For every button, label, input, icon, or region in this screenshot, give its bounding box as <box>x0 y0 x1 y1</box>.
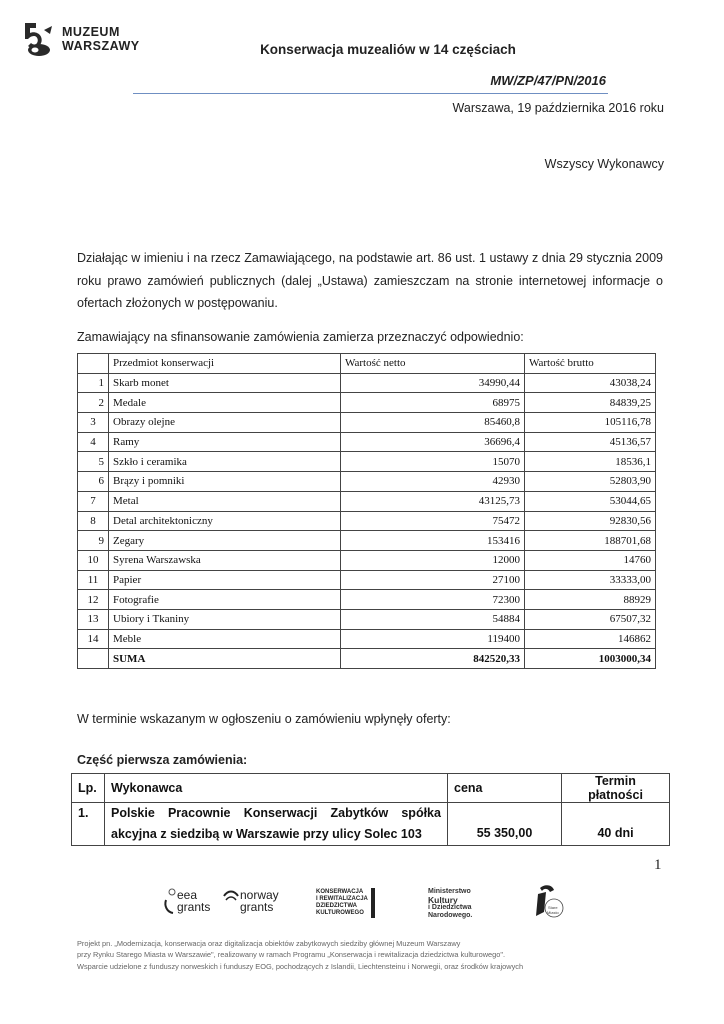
table-row <box>78 609 656 629</box>
contractor-line-1 <box>111 803 441 824</box>
sum-row <box>78 649 656 669</box>
kon-bar-icon <box>371 888 375 918</box>
row-gross-value: 14760 <box>525 550 656 570</box>
row-item: Ramy <box>109 432 341 452</box>
sum-label: SUMA <box>109 649 341 669</box>
row-item: Szkło i ceramika <box>109 452 341 472</box>
footer-note <box>77 938 523 972</box>
offer-row <box>72 803 670 846</box>
offers-table <box>71 773 670 846</box>
row-lp: 9 <box>78 531 109 551</box>
contractor-line-2: akcyjna z siedzibą w Warszawie przy ulicy Solec 103 <box>111 827 422 841</box>
table-row <box>78 373 656 393</box>
logo-line-2: WARSZAWY <box>62 39 140 53</box>
offers-intro: W terminie wskazanym w ogłoszeniu o zamówieniu wpłynęły oferty: <box>77 712 451 726</box>
table-row <box>78 413 656 433</box>
row-item: Syrena Warszawska <box>109 550 341 570</box>
document-title: Konserwacja muzealiów w 14 częściach <box>260 42 516 57</box>
row-net-value: 153416 <box>341 531 525 551</box>
konserwacja-logo <box>316 888 375 918</box>
cost-table-header <box>78 354 656 374</box>
row-lp: 4 <box>78 432 109 452</box>
row-lp: 12 <box>78 590 109 610</box>
row-gross-value: 53044,65 <box>525 491 656 511</box>
part-one-title: Część pierwsza zamówienia: <box>77 753 248 767</box>
cost-table <box>77 353 656 669</box>
row-gross-value: 45136,57 <box>525 432 656 452</box>
contractor-word: Konserwacji <box>243 806 318 820</box>
contractor-word: Polskie <box>111 806 155 820</box>
contractor-word: Pracownie <box>167 806 231 820</box>
row-lp: 14 <box>78 629 109 649</box>
row-item: Meble <box>109 629 341 649</box>
ministry-line: i Dziedzictwa <box>428 904 472 911</box>
row-net-value: 36696,4 <box>341 432 525 452</box>
eea-grants-label: grants <box>177 900 211 914</box>
row-net-value: 15070 <box>341 452 525 472</box>
date-line: Warszawa, 19 października 2016 roku <box>452 101 664 115</box>
row-gross-value: 84839,25 <box>525 393 656 413</box>
table-row <box>78 452 656 472</box>
row-lp: 10 <box>78 550 109 570</box>
footer-line: Wsparcie udzielone z funduszy norweskich i funduszy EOG, pochodzących z Islandii, Liechtensteinu i Norwegii, oraz środków krajowych <box>77 961 524 971</box>
row-lp: 13 <box>78 609 109 629</box>
row-gross-value: 92830,56 <box>525 511 656 531</box>
row-item: Fotografie <box>109 590 341 610</box>
sponsor-logos <box>0 882 724 926</box>
row-lp: 7 <box>78 491 109 511</box>
row-item: Obrazy olejne <box>109 413 341 433</box>
row-item: Brązy i pomniki <box>109 472 341 492</box>
row-lp: 8 <box>78 511 109 531</box>
row-item: Zegary <box>109 531 341 551</box>
intro-paragraph: Działając w imieniu i na rzecz Zamawiającego, na podstawie art. 86 ust. 1 ustawy z dnia 29 stycznia 2009 roku prawo zamówień publicznych (dalej „Ustawa) zamieszczam na stronie internetowej informacje o ofertach złożonych w postępowaniu. <box>77 251 663 310</box>
sum-gross-value: 1003000,34 <box>525 649 656 669</box>
header-price: cena <box>448 774 562 803</box>
row-net-value: 27100 <box>341 570 525 590</box>
offer-payment-term: 40 dni <box>562 803 670 846</box>
row-gross-value: 146862 <box>525 629 656 649</box>
row-gross-value: 33333,00 <box>525 570 656 590</box>
kon-line: I REWITALIZACJA <box>316 896 368 902</box>
row-gross-value: 188701,68 <box>525 531 656 551</box>
row-lp: 3 <box>78 413 109 433</box>
row-net-value: 54884 <box>341 609 525 629</box>
offer-price: 55 350,00 <box>448 803 562 846</box>
table-row <box>78 432 656 452</box>
contractor-word: spółka <box>401 806 441 820</box>
row-net-value: 72300 <box>341 590 525 610</box>
norway-mark-icon <box>222 886 240 916</box>
ministry-logo <box>428 888 472 920</box>
eea-grants-logo <box>163 886 210 916</box>
row-net-value: 68975 <box>341 393 525 413</box>
header-lp <box>78 354 109 374</box>
eea-label: eea <box>177 888 198 902</box>
table-row <box>78 491 656 511</box>
kon-line: DZIEDZICTWA <box>316 903 357 909</box>
header-lp: Lp. <box>72 774 105 803</box>
header-contractor: Wykonawca <box>105 774 448 803</box>
offer-contractor <box>105 803 448 846</box>
warsaw-mermaid-icon <box>528 882 568 926</box>
row-net-value: 42930 <box>341 472 525 492</box>
row-net-value: 34990,44 <box>341 373 525 393</box>
logo-line-1: MUZEUM <box>62 25 120 39</box>
table-row <box>78 393 656 413</box>
sum-net-value: 842520,33 <box>341 649 525 669</box>
row-item: Papier <box>109 570 341 590</box>
table-row <box>78 629 656 649</box>
row-lp: 1 <box>78 373 109 393</box>
row-net-value: 85460,8 <box>341 413 525 433</box>
row-gross-value: 52803,90 <box>525 472 656 492</box>
table-row <box>78 472 656 492</box>
header-payment-term: Termin płatności <box>562 774 670 803</box>
table-row <box>78 570 656 590</box>
header-gross: Wartość brutto <box>525 354 656 374</box>
norway-label: norway <box>240 888 279 902</box>
reference-number: MW/ZP/47/PN/2016 <box>490 73 606 88</box>
row-item: Metal <box>109 491 341 511</box>
row-gross-value: 67507,32 <box>525 609 656 629</box>
table-row <box>78 550 656 570</box>
row-lp: 2 <box>78 393 109 413</box>
norway-grants-logo <box>222 886 279 916</box>
row-net-value: 119400 <box>341 629 525 649</box>
header-divider <box>133 93 608 94</box>
kon-line: KULTUROWEGO <box>316 910 364 916</box>
row-item: Ubiory i Tkaniny <box>109 609 341 629</box>
row-item: Detal architektoniczny <box>109 511 341 531</box>
row-gross-value: 105116,78 <box>525 413 656 433</box>
row-item: Medale <box>109 393 341 413</box>
row-item: Skarb monet <box>109 373 341 393</box>
funding-intro: Zamawiający na sfinansowanie zamówienia zamierza przeznaczyć odpowiednio: <box>77 330 524 344</box>
recipient: Wszyscy Wykonawcy <box>544 157 664 171</box>
footer-line: przy Rynku Starego Miasta w Warszawie", realizowany w ramach Programu „Konserwacja i rewitalizacja dziedzictwa kulturowego". <box>77 950 506 960</box>
header-net: Wartość netto <box>341 354 525 374</box>
kon-line: KONSERWACJA <box>316 889 364 895</box>
row-lp: 6 <box>78 472 109 492</box>
svg-text:Miasto: Miasto <box>547 910 559 915</box>
ministry-line: Narodowego. <box>428 912 473 919</box>
row-lp: 5 <box>78 452 109 472</box>
table-row <box>78 531 656 551</box>
row-net-value: 12000 <box>341 550 525 570</box>
sum-lp <box>78 649 109 669</box>
norway-grants-label: grants <box>240 900 274 914</box>
contractor-word: Zabytków <box>330 806 389 820</box>
row-lp: 11 <box>78 570 109 590</box>
page-number: 1 <box>654 857 662 873</box>
ministry-line: Kultury <box>428 895 458 905</box>
footer-line: Projekt pn. „Modernizacja, konserwacja oraz digitalizacja obiektów zabytkowych siedziby głównej Muzeum Warszawy <box>77 939 461 948</box>
eea-mark-icon <box>163 886 177 916</box>
offers-table-header <box>72 774 670 803</box>
row-gross-value: 43038,24 <box>525 373 656 393</box>
warsaw-old-town-logo <box>528 882 568 926</box>
header-item: Przedmiot konserwacji <box>109 354 341 374</box>
ministry-line: Ministerstwo <box>428 888 471 895</box>
table-row <box>78 511 656 531</box>
table-row <box>78 590 656 610</box>
row-net-value: 43125,73 <box>341 491 525 511</box>
row-net-value: 75472 <box>341 511 525 531</box>
row-gross-value: 88929 <box>525 590 656 610</box>
offer-lp: 1. <box>72 803 105 846</box>
svg-text:Stare: Stare <box>548 905 558 910</box>
row-gross-value: 18536,1 <box>525 452 656 472</box>
